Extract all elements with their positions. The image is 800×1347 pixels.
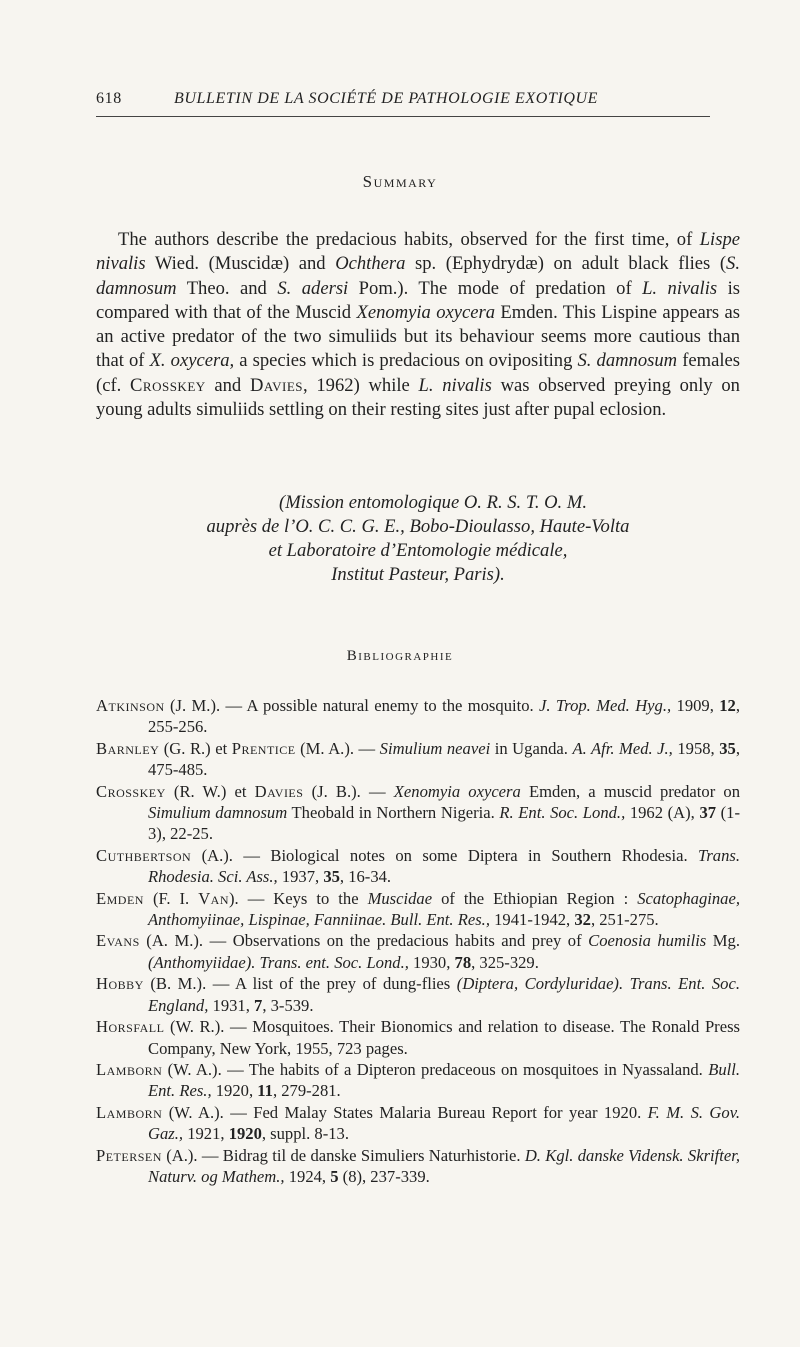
- reference-entry: [96, 781, 740, 845]
- ref-author: Horsfall: [96, 1017, 165, 1037]
- species-name: L. nivalis: [642, 277, 718, 299]
- ref-text: (A. M.). — Observations on the predacious habits and prey of: [139, 931, 589, 951]
- ref-journal: F. M. S. Gov. Gaz.,: [148, 1102, 740, 1144]
- reference-entry: [96, 845, 740, 888]
- ref-text: (W. A.). — Fed Malay States Malaria Bureau Report for year 1920.: [162, 1102, 648, 1122]
- summary-paragraph: [96, 228, 740, 422]
- reference-entry: [96, 888, 740, 931]
- reference-entry: [96, 930, 740, 973]
- reference-entry: [96, 1016, 740, 1059]
- ref-text: Emden, a muscid predator on: [520, 781, 740, 801]
- ref-italic: Simulium damnosum: [148, 803, 288, 823]
- genus-name: Ochthera: [335, 253, 406, 275]
- ref-author: Prentice: [231, 738, 296, 758]
- ref-text: (F. I.: [143, 888, 199, 908]
- ref-text: (A.). — Biological notes on some Diptera in Southern Rhodesia.: [191, 845, 699, 865]
- affiliation-line: auprès de l’O. C. C. G. E., Bobo-Dioulasso, Haute-Volta: [206, 516, 630, 537]
- ref-text: (W. A.). — The habits of a Dipteron predaceous on mosquitoes in Nyassaland.: [162, 1059, 709, 1079]
- ref-volume: 78: [454, 952, 472, 972]
- running-header: [96, 82, 710, 117]
- ref-volume: 1920: [228, 1124, 262, 1144]
- ref-text: , 251-275.: [590, 910, 659, 930]
- ref-author: Hobby: [96, 974, 144, 994]
- species-name: S. adersi: [277, 277, 349, 299]
- ref-text: , 3-539.: [262, 995, 314, 1015]
- cited-author: Davies: [249, 374, 303, 396]
- reference-entry: [96, 695, 740, 738]
- ref-text: (G. R.) et: [159, 738, 232, 758]
- ref-italic: Simulium neavei: [379, 738, 491, 758]
- text-run: Pom.). The mode of predation of: [348, 277, 643, 299]
- text-run: a species which is predacious on ovipositing: [234, 350, 578, 372]
- journal-title: BULLETIN DE LA SOCIÉTÉ DE PATHOLOGIE EXOTIQUE: [174, 90, 599, 107]
- ref-author: Crosskey: [96, 781, 166, 801]
- affiliation: [96, 491, 740, 587]
- ref-text: (W. R.). — Mosquitoes. Their Bionomics and relation to disease. The Ronald Press Company, New York, 1955, 723 pages.: [148, 1017, 740, 1058]
- ref-text: , 255-256.: [148, 696, 740, 737]
- ref-author: Petersen: [96, 1145, 162, 1165]
- ref-journal: (Diptera, Cordyluridae). Trans. Ent. Soc. England,: [148, 974, 740, 1015]
- ref-volume: 5: [330, 1166, 339, 1186]
- text-run: The authors describe the predacious habits, observed for the first time, of: [118, 229, 700, 250]
- reference-entry: [96, 1102, 740, 1145]
- text-run: Emden. This Lispine appears as an active predator of the two simuliids but its behaviour seems more cautious than that of: [96, 301, 740, 372]
- bibliography-title: Bibliographie: [346, 648, 454, 664]
- ref-text: Mg.: [706, 931, 740, 951]
- reference-entry: [96, 738, 740, 781]
- species-name: Xenomyia oxycera: [356, 301, 496, 323]
- ref-text: , 475-485.: [148, 738, 740, 780]
- ref-text: (R. W.) et: [165, 781, 255, 801]
- reference-entry: [96, 1059, 740, 1102]
- ref-volume: 37: [699, 803, 717, 823]
- ref-author: Atkinson: [96, 696, 165, 715]
- ref-text: (M. A.). —: [295, 738, 380, 758]
- text-run: females (cf.: [96, 350, 741, 396]
- ref-journal: Trans. Rhodesia. Sci. Ass.,: [148, 845, 740, 887]
- ref-volume: 12: [719, 696, 736, 715]
- ref-text: , 16-34.: [339, 867, 392, 887]
- ref-volume: 11: [257, 1081, 273, 1101]
- ref-text: (8), 237-339.: [338, 1166, 430, 1186]
- ref-volume: 35: [323, 867, 340, 887]
- text-run: , 1962) while: [303, 374, 419, 396]
- ref-text: in Uganda.: [490, 738, 573, 758]
- ref-italic: Muscidae: [367, 888, 433, 908]
- ref-text: , 325-329.: [471, 952, 539, 972]
- text-run: was observed preying only on young adults simuliids settling on their resting sites just after pupal eclosion.: [96, 374, 740, 421]
- species-name: L. nivalis: [418, 374, 492, 396]
- text-run: Wied. (Muscidæ) and: [145, 253, 336, 275]
- ref-author: Emden: [96, 888, 144, 908]
- ref-volume: 7: [254, 995, 263, 1015]
- summary-title: Summary: [362, 172, 438, 191]
- ref-text: 1941-1942,: [489, 910, 575, 930]
- ref-author: Lamborn: [96, 1059, 163, 1079]
- reference-list: [96, 695, 740, 1187]
- ref-text: 1962 (A),: [625, 803, 700, 823]
- affiliation-line: Institut Pasteur, Paris).: [331, 564, 505, 585]
- affiliation-line: et Laboratoire d’Entomologie médicale,: [268, 540, 568, 561]
- cited-author: Crosskey: [130, 374, 206, 396]
- text-run: sp. (Ephydrydæ) on adult black flies (: [405, 253, 727, 275]
- ref-author: Davies: [254, 781, 304, 801]
- species-name: Lispe nivalis: [96, 229, 740, 275]
- ref-text: ). — Keys to the: [229, 888, 368, 908]
- ref-text: (J. M.). — A possible natural enemy to the mosquito.: [164, 696, 540, 715]
- ref-journal: Scatophaginae, Anthomyiinae, Lispinae, Fanniinae. Bull. Ent. Res.,: [148, 888, 740, 930]
- ref-journal: R. Ent. Soc. Lond.,: [499, 803, 626, 823]
- ref-italic: Xenomyia oxycera: [393, 781, 521, 801]
- ref-author: Cuthbertson: [96, 845, 192, 865]
- ref-author: Barnley: [96, 738, 160, 758]
- species-name: X. oxycera,: [149, 350, 235, 372]
- text-run: is compared with that of the Muscid: [96, 277, 740, 323]
- ref-text: of the Ethiopian Region :: [432, 888, 638, 908]
- ref-text: (J. B.). —: [303, 781, 394, 801]
- ref-journal: A. Afr. Med. J.,: [572, 738, 673, 758]
- species-name: S. damnosum: [96, 253, 740, 299]
- ref-text: 1921,: [183, 1124, 229, 1144]
- ref-journal: Bull. Ent. Res.,: [148, 1059, 740, 1101]
- ref-journal: D. Kgl. danske Vidensk. Skrifter, Naturv. og Mathem.,: [148, 1145, 740, 1186]
- reference-entry: [96, 973, 740, 1016]
- ref-text: 1937,: [277, 867, 324, 887]
- ref-volume: 35: [719, 738, 736, 758]
- ref-text: , 279-281.: [272, 1081, 341, 1101]
- ref-author: Lamborn: [96, 1102, 163, 1122]
- affiliation-line: (Mission entomologique O. R. S. T. O. M.: [279, 492, 587, 513]
- ref-text: (A.). — Bidrag til de danske Simuliers Naturhistorie.: [161, 1145, 525, 1165]
- text-run: Theo. and: [176, 277, 278, 299]
- ref-journal: (Anthomyiidae). Trans. ent. Soc. Lond.,: [148, 952, 409, 972]
- ref-text: 1909,: [671, 696, 720, 715]
- ref-text: (1-3), 22-25.: [148, 803, 740, 844]
- ref-author: Evans: [96, 931, 140, 951]
- ref-text: 1930,: [408, 952, 455, 972]
- page-number: 618: [96, 90, 122, 107]
- ref-text: 1924,: [284, 1166, 331, 1186]
- summary-body: [96, 228, 740, 422]
- ref-text: , suppl. 8-13.: [261, 1124, 349, 1144]
- ref-text: Theobald in Northern Nigeria.: [287, 803, 500, 823]
- ref-author: Van: [198, 888, 230, 908]
- ref-volume: 32: [574, 910, 591, 930]
- ref-italic: Coenosia humilis: [588, 931, 707, 951]
- ref-text: 1958,: [672, 738, 720, 758]
- species-name: S. damnosum: [577, 350, 678, 372]
- text-run: and: [205, 374, 250, 396]
- ref-text: 1920,: [211, 1081, 258, 1101]
- ref-journal: J. Trop. Med. Hyg.,: [539, 696, 672, 715]
- ref-text: 1931,: [208, 995, 255, 1015]
- reference-entry: [96, 1145, 740, 1188]
- ref-text: (B. M.). — A list of the prey of dung-flies: [143, 974, 457, 994]
